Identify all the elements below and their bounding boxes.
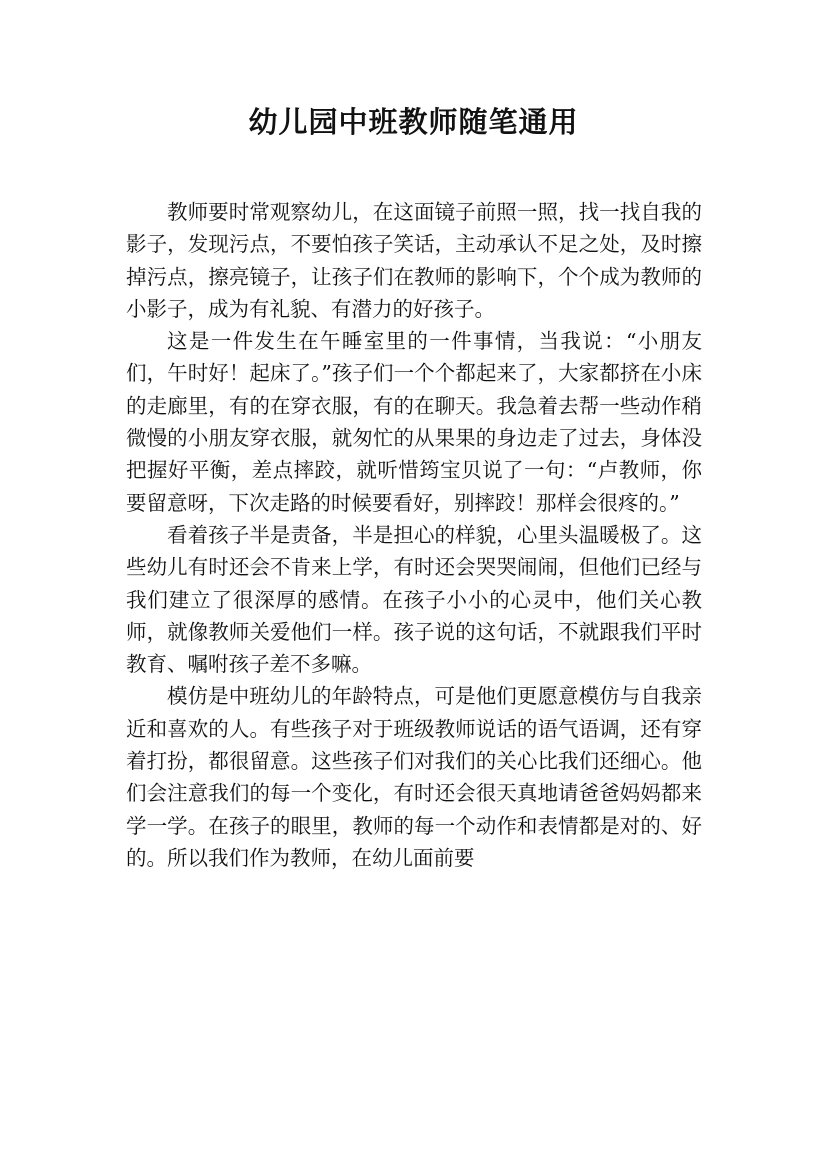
paragraph-3: 看着孩子半是责备，半是担心的样貌，心里头温暖极了。这些幼儿有时还会不肯来上学，有时还会哭哭闹闹，但他们已经与我们建立了很深厚的感情。在孩子小小的心灵中，他们关心教师，就像教师关爱他们一样。孩子说的这句话，不就跟我们平时教育、嘱咐孩子差不多嘛。 xyxy=(126,522,702,677)
paragraph-1: 教师要时常观察幼儿，在这面镜子前照一照，找一找自我的影子，发现污点，不要怕孩子笑话，主动承认不足之处，及时擦掉污点，擦亮镜子，让孩子们在教师的影响下，个个成为教师的小影子，成为有礼貌、有潜力的好孩子。 xyxy=(126,200,702,321)
document-body xyxy=(126,196,702,874)
paragraph-4: 模仿是中班幼儿的年龄特点，可是他们更愿意模仿与自我亲近和喜欢的人。有些孩子对于班级教师说话的语气语调，还有穿着打扮，都很留意。这些孩子们对我们的关心比我们还细心。他们会注意我们的每一个变化，有时还会很天真地请爸爸妈妈都来学一学。在孩子的眼里，教师的每一个动作和表情都是对的、好的。所以我们作为教师，在幼儿面前要 xyxy=(126,684,702,870)
paragraph-2: 这是一件发生在午睡室里的一件事情，当我说：“小朋友们，午时好！起床了。”孩子们一个个都起来了，大家都挤在小床的走廊里，有的在穿衣服，有的在聊天。我急着去帮一些动作稍微慢的小朋友穿衣服，就匆忙的从果果的身边走了过去，身体没把握好平衡，差点摔跤，就听惜筠宝贝说了一句：“卢教师，你要留意呀，下次走路的时候要看好，别摔跤！那样会很疼的。” xyxy=(126,329,702,515)
document-title: 幼儿园中班教师随笔通用 xyxy=(248,105,579,139)
